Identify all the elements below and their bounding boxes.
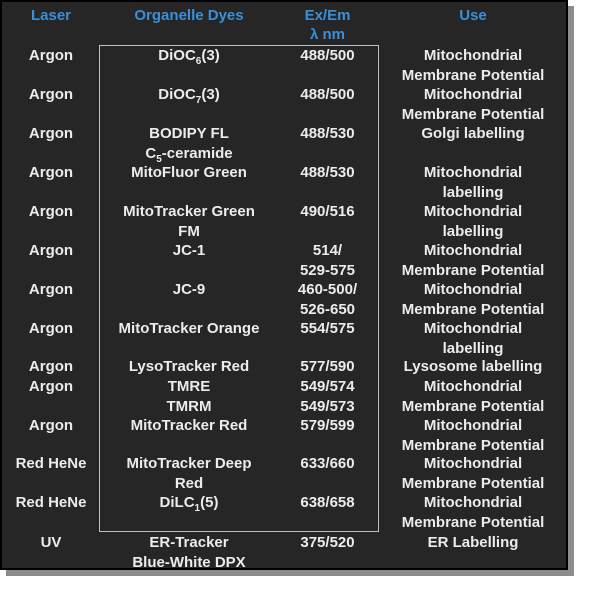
laser-cell: Argon	[28, 281, 74, 298]
laser-cell: Argon	[28, 417, 74, 434]
dye-name: JC-1	[172, 242, 206, 259]
ex-em-value: 638/658	[300, 494, 355, 511]
use-text: Mitochondrial	[423, 86, 523, 103]
ex-em-value: 529-575	[299, 261, 356, 279]
use-text: Lysosome labelling	[403, 358, 543, 375]
use-text: Membrane Potential	[401, 66, 545, 84]
use-text: Mitochondrial	[423, 455, 523, 472]
use-text: Membrane Potential	[401, 513, 545, 531]
use-text: Golgi labelling	[421, 125, 525, 142]
laser-cell: Argon	[28, 164, 74, 181]
use-text: Membrane Potential	[401, 261, 545, 279]
header-unit: λ nm	[309, 26, 345, 43]
use-text: ER Labelling	[427, 534, 519, 551]
slide-shadow-bottom	[6, 570, 574, 576]
ex-em-value: 549/573	[300, 397, 355, 415]
header-ex-em: Ex/Em	[304, 7, 351, 24]
laser-cell: Argon	[28, 320, 74, 337]
ex-em-value: 579/599	[300, 417, 355, 434]
use-text: labelling	[442, 183, 504, 201]
use-text: Mitochondrial	[423, 417, 523, 434]
ex-em-value: 514/	[312, 242, 343, 259]
laser-cell: UV	[40, 534, 62, 551]
use-text: Mitochondrial	[423, 494, 523, 511]
ex-em-value: 460-500/	[297, 281, 358, 298]
use-text: Mitochondrial	[423, 281, 523, 298]
use-text: Mitochondrial	[423, 203, 523, 220]
header-use: Use	[459, 7, 487, 24]
laser-cell: Red HeNe	[15, 455, 87, 472]
ex-em-value: 375/520	[300, 534, 355, 551]
dye-name-continued: Red	[174, 474, 204, 492]
laser-cell: Argon	[28, 378, 74, 395]
dye-name: DiLC$_1$(5)	[159, 494, 219, 514]
use-text: labelling	[442, 222, 504, 240]
use-text: Membrane Potential	[401, 474, 545, 492]
ex-em-value: 577/590	[300, 358, 355, 375]
slide-shadow-right	[568, 6, 574, 576]
laser-cell: Red HeNe	[15, 494, 87, 511]
ex-em-value: 488/500	[300, 86, 355, 103]
dye-name: DiOC$_7$(3)	[158, 86, 220, 106]
dye-name-continued: TMRM	[166, 397, 212, 415]
ex-em-value: 490/516	[300, 203, 355, 220]
use-text: Mitochondrial	[423, 47, 523, 64]
ex-em-value: 526-650	[299, 300, 356, 318]
use-text: Membrane Potential	[401, 300, 545, 318]
ex-em-value: 488/500	[300, 47, 355, 64]
ex-em-value: 554/575	[300, 320, 355, 337]
use-text: Membrane Potential	[401, 397, 545, 415]
dye-name-continued: FM	[178, 222, 200, 240]
use-text: Membrane Potential	[401, 105, 545, 123]
header-organelle-dyes: Organelle Dyes	[134, 7, 244, 24]
ex-em-value: 488/530	[300, 164, 355, 181]
laser-cell: Argon	[28, 242, 74, 259]
use-text: Membrane Potential	[401, 436, 545, 454]
ex-em-value: 488/530	[300, 125, 355, 142]
dye-name-continued: Blue-White DPX	[132, 553, 246, 571]
dye-name: MitoTracker Green	[123, 203, 255, 220]
dye-name: MitoTracker Red	[130, 417, 248, 434]
dye-name: BODIPY FL	[149, 125, 229, 142]
laser-cell: Argon	[28, 203, 74, 220]
use-text: labelling	[442, 339, 504, 357]
use-text: Mitochondrial	[423, 242, 523, 259]
laser-cell: Argon	[28, 86, 74, 103]
ex-em-value: 633/660	[300, 455, 355, 472]
dye-name: TMRE	[167, 378, 211, 395]
dye-name: MitoFluor Green	[131, 164, 247, 181]
laser-cell: Argon	[28, 47, 74, 64]
laser-cell: Argon	[28, 358, 74, 375]
use-text: Mitochondrial	[423, 164, 523, 181]
use-text: Mitochondrial	[423, 320, 523, 337]
laser-cell: Argon	[28, 125, 74, 142]
use-text: Mitochondrial	[423, 378, 523, 395]
dye-name-continued: $C_5$-ceramide	[145, 144, 233, 165]
dye-name: MitoTracker Deep	[126, 455, 252, 472]
dye-name: DiOC$_6$(3)	[158, 47, 220, 67]
dye-name: MitoTracker Orange	[118, 320, 260, 337]
ex-em-value: 549/574	[300, 378, 355, 395]
dye-name: JC-9	[172, 281, 206, 298]
dye-name: LysoTracker Red	[128, 358, 250, 375]
header-laser: Laser	[30, 7, 72, 24]
dye-name: ER-Tracker	[149, 534, 229, 551]
